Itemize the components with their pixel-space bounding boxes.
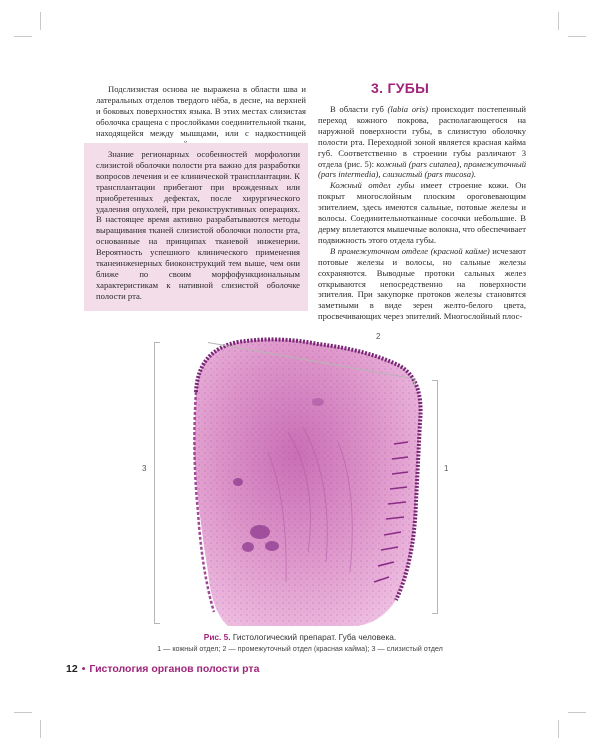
latin-term: кожный (pars cutanea), промежуточный (pars intermedia), слизистый (pars mucosa). [318, 158, 526, 180]
histology-figure [142, 332, 458, 628]
crop-mark [40, 12, 41, 30]
right-paragraph-3 [318, 246, 526, 322]
bracket-mucosal [154, 342, 160, 624]
running-title: Гистология органов полости рта [89, 663, 260, 675]
page-footer [66, 663, 259, 675]
crop-mark [568, 712, 586, 713]
figure-number: Рис. 5. [203, 632, 231, 642]
right-paragraph-2 [318, 180, 526, 245]
figure-caption [0, 632, 600, 642]
crop-mark [558, 720, 559, 738]
crop-mark [568, 36, 586, 37]
figure-legend: 1 — кожный отдел; 2 — промежуточный отдел (красная кайма); 3 — слизистый отдел [157, 644, 443, 653]
label-intermediate: 2 [376, 332, 381, 341]
text-run: происходит постепенный переход кожного покрова, располагающегося на наружной поверхности губы, в слизистую оболочку полости рта. Переходной зоной является красная кайма губ. Соответственно в строении губы различают 3 отдела (рис. 5): [318, 104, 526, 169]
right-column [318, 104, 526, 322]
page-number: 12 [66, 663, 78, 675]
footer-bullet: • [81, 663, 86, 675]
figure-title: Гистологический препарат. Губа человека. [230, 632, 397, 642]
right-paragraph-1 [318, 104, 526, 180]
crop-mark [14, 712, 32, 713]
highlight-box [84, 143, 308, 311]
italic-lead: В промежуточном отделе (красной кайме) [330, 245, 490, 256]
italic-lead: Кожный отдел губы [330, 180, 415, 191]
crop-mark [14, 36, 32, 37]
crop-mark [558, 12, 559, 30]
lip-histology-image [168, 332, 458, 628]
text-run: имеет строение кожи. Он покрыт многослойным плоским ороговевающим эпителием, здесь имеются сальные, потовые железы и волосы. Соединительнотканные сосочки небольшие. В дерму вплетаются мышечные волокна, что обеспечивает подвижность этого отдела губы. [318, 180, 527, 245]
label-cutaneous: 1 [444, 464, 449, 473]
highlight-paragraph: Знание регионарных особенностей морфологии слизистой оболочки полости рта важно для разработки вопросов лечения и ее клинической трансплантации. К трансплантации прибегают при врожденных или приобретенных дефектах, после хирургического удаления опухолей, при реконструктивных операциях. В настоящее время активно разрабатываются методы выращивания тканей слизистой оболочки полости рта, основанные на принципах тканевой инженерии. Вероятность успешного клинического применения тканеинженерных биоконструкций тем выше, чем они ближе по своим морфофункциональным характеристикам к нативной слизистой оболочке полости рта. [96, 149, 300, 301]
text-run: исчезают потовые железы и волосы, но сальные железы сохраняются. Выводные протоки сальных желез открываются непосредственно на поверхности эпителия. При закупорке протоков железы становятся заметными в виде зерен желто-белого цвета, просвечивающих через эпителий. Многослойный плос- [318, 245, 526, 322]
bracket-cutaneous [432, 380, 438, 614]
label-mucosal: 3 [142, 464, 147, 473]
crop-mark [40, 720, 41, 738]
left-paragraph: Подслизистая основа не выражена в области шва и латеральных отделов твердого нёба, в десне, на верхней и боковых поверхностях языка. В этих местах слизистая оболочка сращена с прослойками соединительной ткани, находящейся между мышцами, или с надкостницей [96, 84, 306, 138]
left-column [96, 84, 306, 149]
section-title: 3. ГУБЫ [371, 80, 430, 96]
text-run: В области губ [330, 104, 388, 114]
latin-term: (labia oris) [387, 104, 428, 114]
